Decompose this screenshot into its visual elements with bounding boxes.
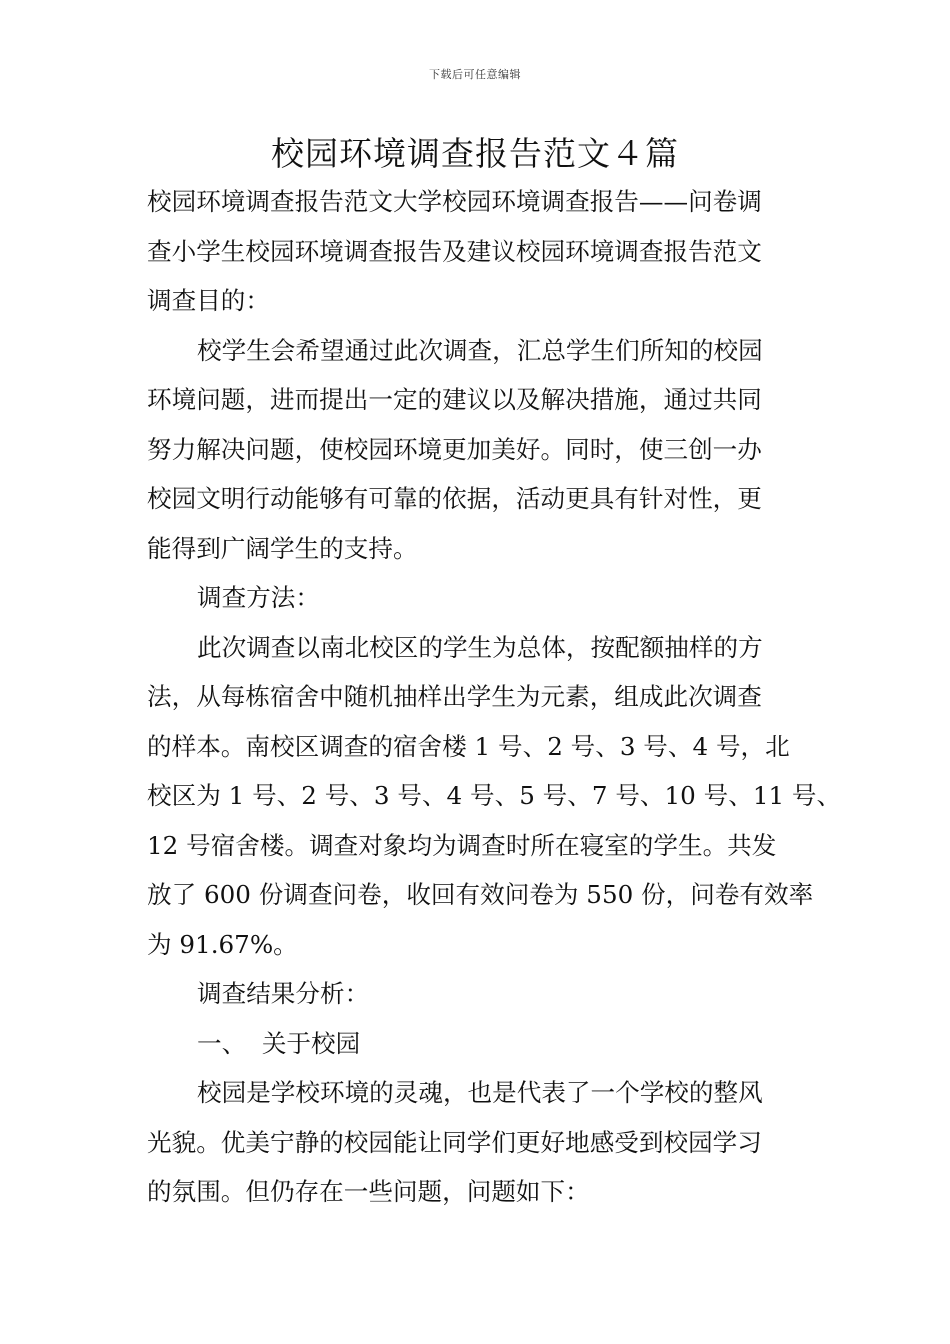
purpose-heading: 调查目的： [147,286,270,315]
document-body [147,177,842,1217]
section-one-heading [147,1019,827,1069]
purpose-paragraph [147,326,827,574]
page-header-note: 下载后可任意编辑 [429,68,521,81]
section-one-line: 校园是学校环境的灵魂，也是代表了一个学校的整风 [197,1078,763,1107]
purpose-line: 能得到广阔学生的支持。 [147,533,418,563]
method-heading-text: 调查方法： [197,583,320,612]
section-one-line: 光貌。优美宁静的校园能让同学们更好地感受到校园学习 [147,1127,762,1157]
purpose-line: 校园文明行动能够有可靠的依据，活动更具有针对性，更 [147,484,762,513]
intro-paragraph [147,177,827,326]
results-heading [147,969,827,1019]
method-line: 此次调查以南北校区的学生为总体，按配额抽样的方 [197,632,763,662]
purpose-line: 环境问题，进而提出一定的建议以及解决措施，通过共同 [147,385,762,414]
method-line: 放了 600 份调查问卷，收回有效问卷为 550 份，问卷有效率 [147,880,814,909]
intro-line: 校园环境调查报告范文大学校园环境调查报告——问卷调 [147,187,762,216]
intro-line: 查小学生校园环境调查报告及建议校园环境调查报告范文 [147,236,762,266]
method-line: 法，从每栋宿舍中随机抽样出学生为元素，组成此次调查 [147,682,762,711]
purpose-line: 校学生会希望通过此次调查，汇总学生们所知的校园 [197,335,763,365]
purpose-line: 努力解决问题，使校园环境更加美好。同时，使三创一办 [147,434,762,464]
method-line: 为 91.67%。 [147,929,298,959]
section-one-line: 的氛围。但仍存在一些问题，问题如下： [147,1177,590,1206]
results-heading-text: 调查结果分析： [197,979,370,1008]
method-line: 的样本。南校区调查的宿舍楼 1 号、2 号、3 号、4 号，北 [147,731,790,761]
section-one-heading-text: 一、 关于校园 [197,1028,361,1058]
method-line: 12 号宿舍楼。调查对象均为调查时所在寝室的学生。共发 [147,830,777,860]
method-paragraph [147,623,842,970]
section-one-paragraph [147,1068,827,1217]
document-title: 校园环境调查报告范文４篇 [271,134,679,173]
method-heading [147,573,827,623]
method-line: 校区为 1 号、2 号、3 号、4 号、5 号、7 号、10 号、11 号、 [147,781,842,810]
